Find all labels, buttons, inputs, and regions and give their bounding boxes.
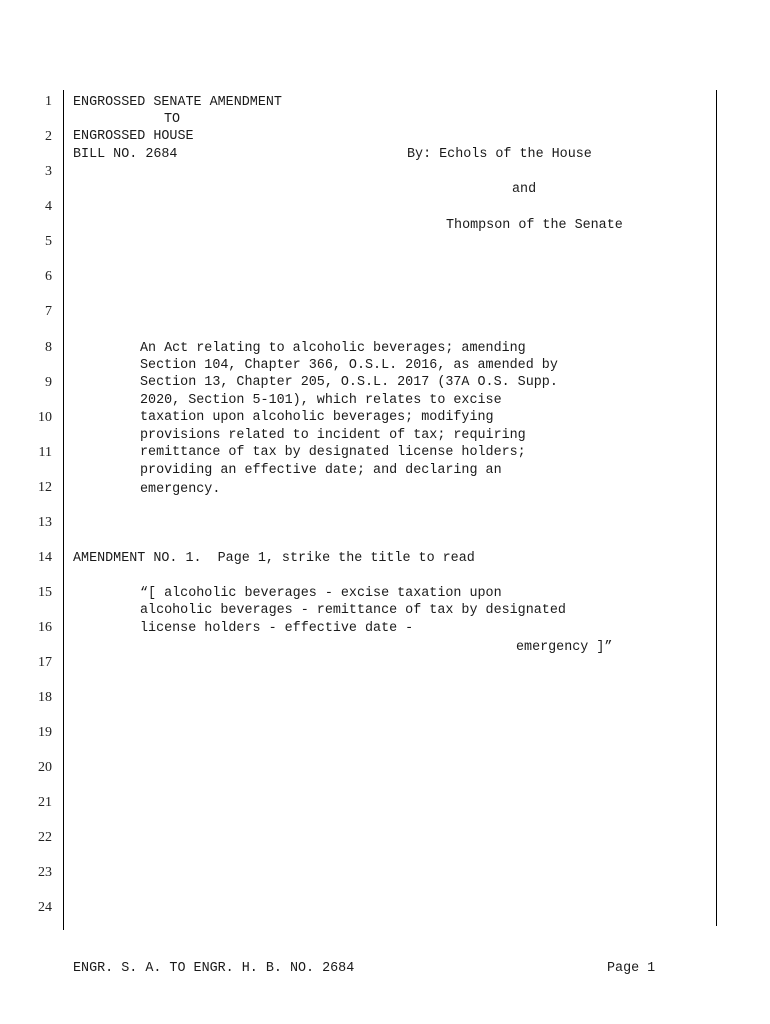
line-number: 5 — [45, 234, 52, 249]
author-and: and — [512, 182, 537, 197]
line-number: 22 — [38, 830, 52, 845]
line-number: 24 — [38, 900, 52, 915]
amendment-line: license holders - effective date - — [140, 621, 414, 636]
line-number: 21 — [38, 795, 52, 810]
line-number: 4 — [45, 199, 52, 214]
amendment-heading: AMENDMENT NO. 1. Page 1, strike the title to read — [73, 551, 475, 566]
footer-bill-reference: ENGR. S. A. TO ENGR. H. B. NO. 2684 — [73, 961, 355, 976]
act-title-line: Section 13, Chapter 205, O.S.L. 2017 (37A O.S. Supp. — [140, 375, 558, 390]
line-number: 14 — [38, 550, 52, 565]
author-house: By: Echols of the House — [407, 147, 592, 162]
amendment-line: “[ alcoholic beverages - excise taxation upon — [140, 586, 502, 601]
author-senate: Thompson of the Senate — [446, 218, 623, 233]
line-number: 11 — [38, 445, 52, 460]
line-number: 20 — [38, 760, 52, 775]
line-number: 15 — [38, 585, 52, 600]
act-title-line: providing an effective date; and declaring an — [140, 463, 502, 478]
footer-page-number: Page 1 — [607, 961, 656, 976]
line-number: 16 — [38, 620, 52, 635]
line-number: 13 — [38, 515, 52, 530]
line-number: 6 — [45, 269, 52, 284]
act-title-line: Section 104, Chapter 366, O.S.L. 2016, as amended by — [140, 358, 558, 373]
bill-header-line: ENGROSSED HOUSE — [73, 129, 194, 144]
act-title-line: provisions related to incident of tax; requiring — [140, 428, 526, 443]
amendment-line: alcoholic beverages - remittance of tax by designated — [140, 603, 566, 618]
left-margin-rule — [63, 90, 64, 930]
bill-header-line: ENGROSSED SENATE AMENDMENT — [73, 95, 282, 110]
act-title-line: emergency. — [140, 482, 221, 497]
line-number: 8 — [45, 340, 52, 355]
line-number: 1 — [45, 94, 52, 109]
line-number: 10 — [38, 410, 52, 425]
bill-header-line: TO — [164, 112, 181, 127]
act-title-line: An Act relating to alcoholic beverages; amending — [140, 341, 526, 356]
amendment-line: emergency ]” — [516, 640, 613, 655]
bill-number: BILL NO. 2684 — [73, 147, 178, 162]
line-number: 12 — [38, 480, 52, 495]
line-number: 23 — [38, 865, 52, 880]
line-number: 19 — [38, 725, 52, 740]
line-number: 17 — [38, 655, 52, 670]
act-title-line: remittance of tax by designated license holders; — [140, 445, 526, 460]
line-number: 3 — [45, 164, 52, 179]
right-margin-rule — [716, 90, 717, 926]
line-number: 7 — [45, 304, 52, 319]
line-number: 9 — [45, 375, 52, 390]
line-number: 18 — [38, 690, 52, 705]
act-title-line: taxation upon alcoholic beverages; modifying — [140, 410, 494, 425]
line-number: 2 — [45, 129, 52, 144]
act-title-line: 2020, Section 5-101), which relates to excise — [140, 393, 502, 408]
